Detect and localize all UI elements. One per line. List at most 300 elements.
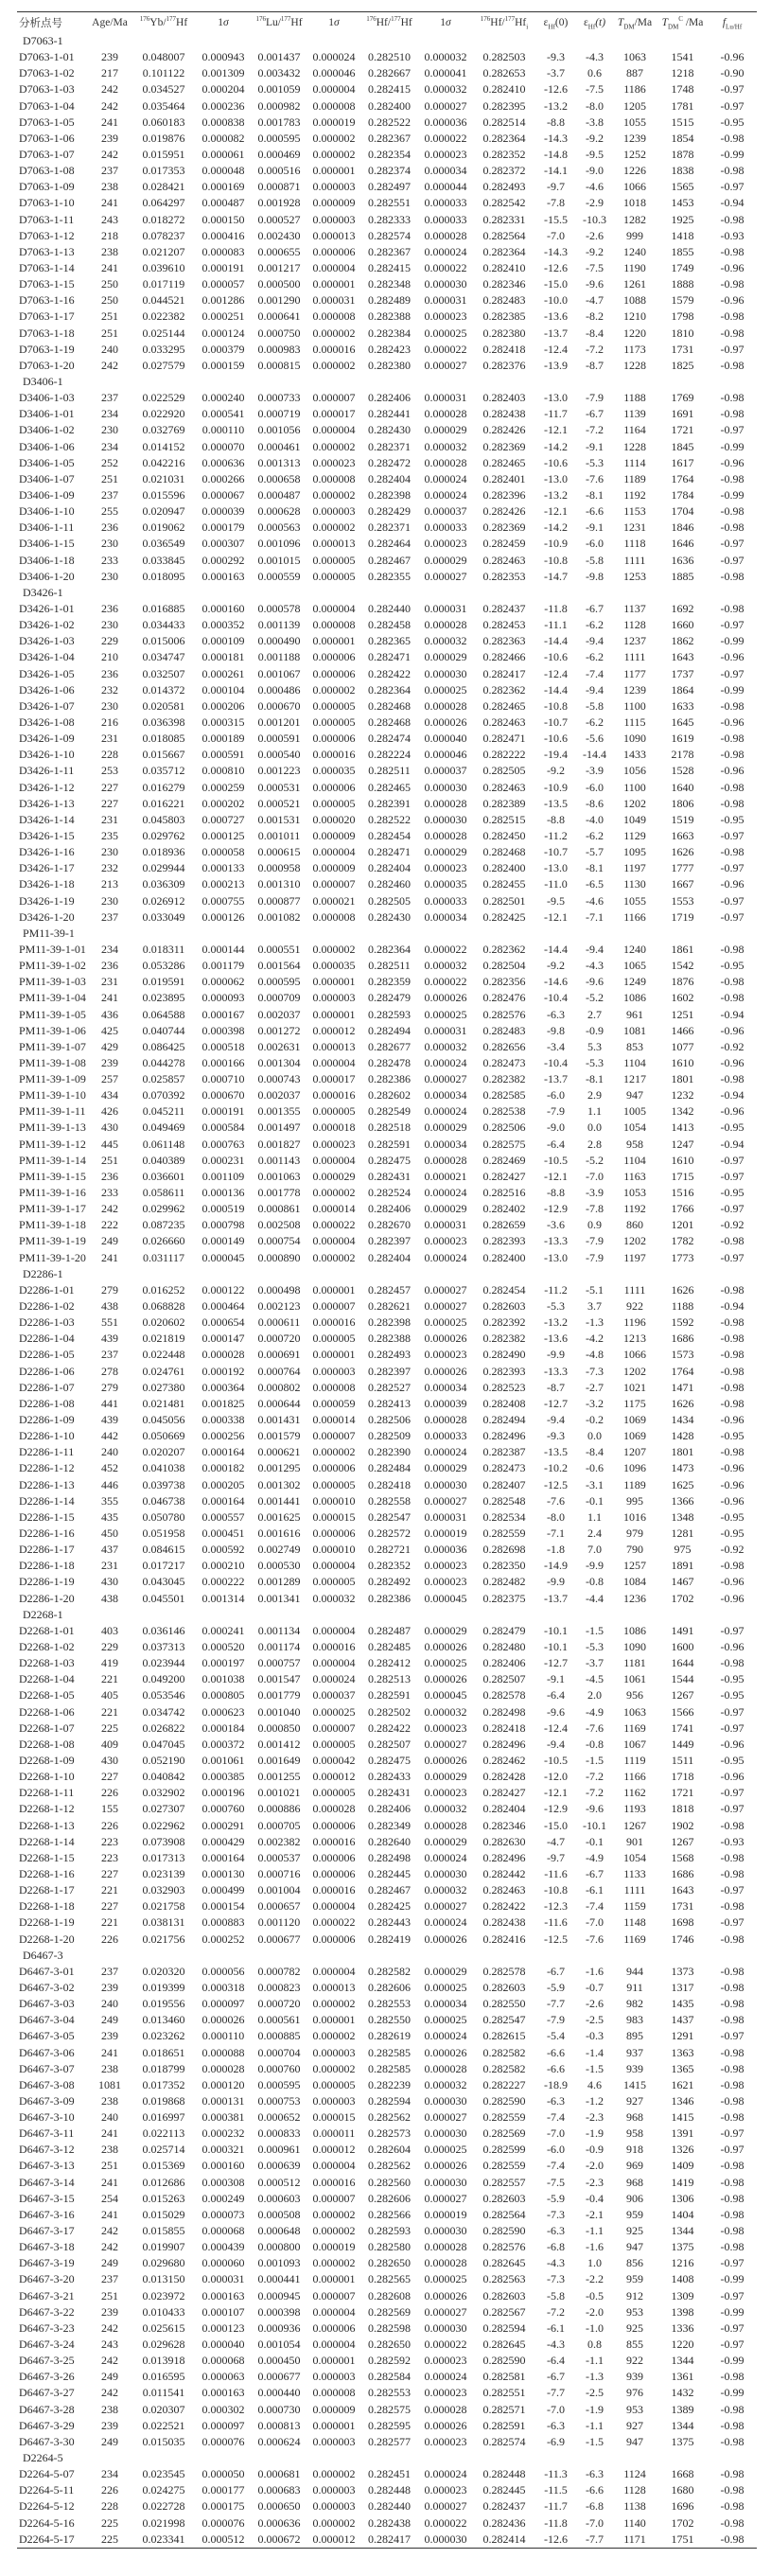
cell-age: 236	[101, 520, 118, 535]
table-row	[17, 487, 757, 503]
cell-yb-hf-1sigma: 0.000623	[202, 1704, 245, 1719]
cell-epsilon-hf-0: -12.3	[544, 1899, 568, 1914]
cell-yb-hf-1sigma: 0.000251	[202, 309, 245, 324]
cell-epsilon-hf-0: -7.6	[547, 1493, 565, 1508]
cell-sample-id: D3406-1-03	[19, 391, 75, 405]
cell-lu-hf-1sigma: 0.000008	[312, 309, 356, 324]
cell-lu-hf: 0.000461	[257, 439, 301, 453]
cell-hf-hf: 0.282472	[368, 455, 411, 469]
cell-yb-hf: 0.022920	[142, 407, 185, 421]
cell-f-lu-hf: -0.98	[720, 1380, 745, 1394]
cell-tdm-crustal: 1741	[671, 1720, 694, 1735]
cell-epsilon-hf-0: -11.6	[544, 1915, 568, 1930]
cell-epsilon-hf-t: -6.7	[586, 1866, 604, 1880]
cell-lu-hf: 0.001063	[257, 1169, 301, 1183]
cell-tdm-crustal: 1216	[671, 2256, 694, 2270]
cell-yb-hf-1sigma: 0.001109	[202, 1169, 245, 1183]
cell-sample-id: D3426-1-17	[19, 861, 75, 875]
cell-age: 241	[101, 2207, 118, 2221]
cell-age: 237	[101, 164, 118, 178]
cell-lu-hf-1sigma: 0.000014	[312, 1202, 356, 1216]
cell-hf-hf: 0.282550	[368, 2013, 411, 2027]
cell-lu-hf-1sigma: 0.000004	[312, 82, 356, 97]
cell-tdm: 1210	[623, 309, 646, 324]
cell-hf-hf-initial: 0.282406	[482, 1656, 526, 1670]
cell-lu-hf-1sigma: 0.000019	[312, 115, 356, 129]
cell-age: 232	[101, 861, 118, 875]
cell-lu-hf-1sigma: 0.000042	[312, 1753, 356, 1767]
cell-yb-hf-1sigma: 0.000487	[202, 196, 245, 210]
cell-tdm: 1220	[623, 326, 646, 340]
cell-epsilon-hf-0: -9.6	[547, 1704, 565, 1719]
cell-lu-hf-1sigma: 0.000005	[312, 715, 356, 729]
cell-epsilon-hf-t: -8.1	[586, 488, 604, 502]
sample-group-label: D3426-1	[23, 585, 63, 599]
cell-hf-hf-1sigma: 0.000041	[424, 66, 467, 80]
cell-yb-hf-1sigma: 0.000169	[202, 180, 245, 194]
cell-hf-hf: 0.282348	[368, 277, 411, 291]
cell-age: 252	[101, 455, 118, 469]
cell-lu-hf-1sigma: 0.000016	[312, 342, 356, 356]
cell-age: 226	[101, 1786, 118, 1800]
cell-hf-hf-initial: 0.282550	[482, 1997, 526, 2011]
table-row	[17, 633, 757, 649]
cell-f-lu-hf: -0.98	[720, 1850, 745, 1864]
cell-sample-id: D6467-3-16	[19, 2207, 75, 2221]
cell-hf-hf: 0.282478	[368, 1055, 411, 1069]
cell-hf-hf: 0.282458	[368, 618, 411, 632]
cell-lu-hf-1sigma: 0.000004	[312, 2304, 356, 2319]
cell-hf-hf-1sigma: 0.000028	[424, 698, 467, 713]
cell-hf-hf: 0.282404	[368, 861, 411, 875]
cell-lu-hf-1sigma: 0.000002	[312, 2256, 356, 2270]
cell-hf-hf-1sigma: 0.000027	[424, 1737, 467, 1751]
cell-tdm: 1190	[623, 261, 646, 275]
cell-hf-hf-initial: 0.282578	[482, 1964, 526, 1978]
cell-hf-hf-initial: 0.282462	[482, 1753, 526, 1767]
cell-yb-hf-1sigma: 0.000307	[202, 537, 245, 551]
table-row	[17, 1039, 757, 1055]
cell-tdm: 1133	[623, 1866, 646, 1880]
cell-tdm-crustal: 1891	[671, 1559, 694, 1573]
cell-lu-hf-1sigma: 0.000003	[312, 180, 356, 194]
cell-hf-hf-1sigma: 0.000027	[424, 1493, 467, 1508]
cell-lu-hf-1sigma: 0.000002	[312, 2207, 356, 2221]
cell-f-lu-hf: -0.99	[720, 2386, 745, 2400]
cell-epsilon-hf-0: -8.8	[547, 115, 565, 129]
cell-epsilon-hf-0: -4.3	[547, 2256, 565, 2270]
cell-tdm-crustal: 1626	[671, 1396, 694, 1410]
cell-f-lu-hf: -0.98	[720, 780, 745, 794]
cell-sample-id: PM11-39-1-08	[19, 1055, 86, 1069]
cell-f-lu-hf: -0.98	[720, 2093, 745, 2108]
cell-hf-hf-1sigma: 0.000024	[424, 1186, 467, 1200]
cell-yb-hf-1sigma: 0.000123	[202, 2320, 245, 2335]
cell-tdm-crustal: 1511	[671, 1753, 694, 1767]
cell-lu-hf: 0.002430	[257, 228, 301, 242]
cell-yb-hf: 0.013460	[142, 2013, 185, 2027]
cell-hf-hf-initial: 0.282490	[482, 1348, 526, 1362]
cell-lu-hf-1sigma: 0.000007	[312, 1720, 356, 1735]
cell-hf-hf: 0.282371	[368, 439, 411, 453]
cell-tdm-crustal: 1798	[671, 309, 694, 324]
cell-tdm: 947	[626, 1088, 643, 1103]
cell-lu-hf-1sigma: 0.000006	[312, 1818, 356, 1832]
cell-hf-hf-initial: 0.282559	[482, 1526, 526, 1540]
cell-lu-hf-1sigma: 0.000017	[312, 1072, 356, 1086]
table-row	[17, 1006, 757, 1022]
cell-hf-hf-initial: 0.282395	[482, 98, 526, 113]
cell-hf-hf-initial: 0.282356	[482, 975, 526, 989]
group-label-row	[17, 1266, 757, 1282]
cell-tdm: 1128	[623, 618, 646, 632]
cell-epsilon-hf-0: -12.1	[544, 909, 568, 924]
cell-yb-hf: 0.021031	[142, 471, 185, 485]
cell-lu-hf-1sigma: 0.000009	[312, 2402, 356, 2416]
cell-sample-id: D2268-1-13	[19, 1818, 75, 1832]
cell-age: 249	[101, 2013, 118, 2027]
cell-sample-id: D2268-1-16	[19, 1866, 75, 1880]
cell-f-lu-hf: -0.96	[720, 1575, 745, 1589]
cell-sample-id: D6467-3-15	[19, 2191, 75, 2205]
table-row	[17, 1331, 757, 1347]
cell-tdm-crustal: 1640	[671, 780, 694, 794]
cell-lu-hf: 0.000833	[257, 2126, 301, 2141]
cell-lu-hf-1sigma: 0.000004	[312, 1656, 356, 1670]
cell-f-lu-hf: -0.93	[720, 1834, 745, 1848]
cell-yb-hf: 0.016252	[142, 1282, 185, 1297]
cell-age: 225	[101, 2532, 118, 2546]
cell-yb-hf: 0.027307	[142, 1802, 185, 1816]
table-row	[17, 1623, 757, 1639]
cell-yb-hf: 0.015596	[142, 488, 185, 502]
cell-hf-hf-initial: 0.282698	[482, 1543, 526, 1557]
cell-epsilon-hf-0: -5.8	[547, 2288, 565, 2303]
cell-lu-hf-1sigma: 0.000014	[312, 1413, 356, 1427]
cell-lu-hf: 0.000591	[257, 732, 301, 746]
cell-sample-id: D2268-1-05	[19, 1688, 75, 1703]
cell-yb-hf: 0.051958	[142, 1526, 185, 1540]
cell-lu-hf: 0.000945	[257, 2288, 301, 2303]
cell-tdm: 1061	[623, 1672, 646, 1686]
cell-yb-hf: 0.025714	[142, 2143, 185, 2157]
cell-epsilon-hf-0: -3.4	[547, 1039, 565, 1053]
cell-lu-hf-1sigma: 0.000004	[312, 1153, 356, 1167]
cell-hf-hf-initial: 0.282578	[482, 1688, 526, 1703]
cell-age: 218	[101, 228, 118, 242]
cell-epsilon-hf-0: -7.4	[547, 2110, 565, 2125]
cell-lu-hf-1sigma: 0.000004	[312, 1964, 356, 1978]
cell-yb-hf: 0.019907	[142, 2240, 185, 2254]
cell-hf-hf-1sigma: 0.000030	[424, 666, 467, 680]
cell-hf-hf: 0.282604	[368, 2143, 411, 2157]
cell-yb-hf-1sigma: 0.000060	[202, 2256, 245, 2270]
cell-hf-hf: 0.282518	[368, 1120, 411, 1135]
cell-tdm: 1202	[623, 796, 646, 810]
cell-yb-hf-1sigma: 0.000236	[202, 98, 245, 113]
cell-hf-hf-1sigma: 0.000024	[424, 244, 467, 258]
cell-yb-hf-1sigma: 0.000149	[202, 1234, 245, 1248]
cell-hf-hf: 0.282594	[368, 2093, 411, 2108]
cell-hf-hf-1sigma: 0.000027	[424, 2110, 467, 2125]
cell-epsilon-hf-0: -12.1	[544, 1786, 568, 1800]
cell-tdm-crustal: 1777	[671, 861, 694, 875]
cell-age: 239	[101, 1055, 118, 1069]
cell-tdm-crustal: 1619	[671, 732, 694, 746]
cell-age: 227	[101, 796, 118, 810]
cell-tdm: 1005	[623, 1104, 646, 1119]
cell-tdm-crustal: 1660	[671, 618, 694, 632]
cell-lu-hf-1sigma: 0.000006	[312, 650, 356, 664]
cell-yb-hf: 0.041038	[142, 1461, 185, 1475]
cell-yb-hf: 0.042216	[142, 455, 185, 469]
table-row	[17, 2142, 757, 2158]
cell-yb-hf-1sigma: 0.000240	[202, 391, 245, 405]
cell-lu-hf: 0.000704	[257, 2045, 301, 2059]
cell-f-lu-hf: -0.97	[720, 1202, 745, 1216]
cell-tdm: 1053	[623, 1186, 646, 1200]
cell-epsilon-hf-0: -3.7	[547, 66, 565, 80]
cell-tdm-crustal: 1818	[671, 1802, 694, 1816]
cell-tdm: 1189	[623, 1477, 646, 1491]
cell-hf-hf-initial: 0.282498	[482, 1704, 526, 1719]
cell-epsilon-hf-0: -9.2	[547, 959, 565, 973]
cell-epsilon-hf-t: -7.8	[586, 1202, 604, 1216]
cell-f-lu-hf: -0.96	[720, 1104, 745, 1119]
cell-lu-hf: 0.000508	[257, 2207, 301, 2221]
cell-hf-hf-1sigma: 0.000022	[424, 342, 467, 356]
cell-tdm-crustal: 1573	[671, 1348, 694, 1362]
cell-tdm-crustal: 1731	[671, 1899, 694, 1914]
cell-lu-hf: 0.000709	[257, 991, 301, 1005]
cell-epsilon-hf-t: -1.5	[586, 2434, 604, 2448]
table-row	[17, 455, 757, 471]
cell-lu-hf-1sigma: 0.000013	[312, 1039, 356, 1053]
cell-yb-hf: 0.022962	[142, 1818, 185, 1832]
cell-hf-hf: 0.282507	[368, 1737, 411, 1751]
cell-yb-hf: 0.019591	[142, 975, 185, 989]
cell-yb-hf: 0.035712	[142, 764, 185, 778]
cell-lu-hf: 0.001096	[257, 537, 301, 551]
cell-yb-hf: 0.025615	[142, 2320, 185, 2335]
cell-epsilon-hf-t: -9.4	[586, 942, 604, 956]
cell-hf-hf-1sigma: 0.000030	[424, 2320, 467, 2335]
cell-hf-hf-1sigma: 0.000024	[424, 1915, 467, 1930]
cell-tdm-crustal: 1862	[671, 634, 694, 648]
cell-lu-hf: 0.001139	[257, 618, 301, 632]
cell-hf-hf: 0.282431	[368, 1169, 411, 1183]
cell-age: 230	[101, 537, 118, 551]
cell-hf-hf-1sigma: 0.000024	[424, 1445, 467, 1459]
cell-age: 230	[101, 423, 118, 437]
cell-hf-hf-initial: 0.282408	[482, 1396, 526, 1410]
cell-hf-hf-initial: 0.282630	[482, 1834, 526, 1848]
cell-yb-hf-1sigma: 0.000104	[202, 682, 245, 697]
cell-lu-hf: 0.000490	[257, 634, 301, 648]
cell-yb-hf: 0.032902	[142, 1786, 185, 1800]
cell-tdm: 1192	[623, 1202, 646, 1216]
cell-lu-hf: 0.000644	[257, 1396, 301, 1410]
cell-tdm-crustal: 1473	[671, 1461, 694, 1475]
cell-yb-hf: 0.027579	[142, 358, 185, 372]
table-row	[17, 2418, 757, 2434]
cell-yb-hf: 0.020307	[142, 2402, 185, 2416]
table-row	[17, 1737, 757, 1753]
cell-yb-hf-1sigma: 0.000125	[202, 828, 245, 842]
cell-epsilon-hf-t: -9.9	[586, 1559, 604, 1573]
cell-hf-hf-1sigma: 0.000029	[424, 1964, 467, 1978]
cell-sample-id: D3426-1-16	[19, 845, 75, 859]
cell-lu-hf: 0.000595	[257, 975, 301, 989]
cell-epsilon-hf-0: -10.4	[544, 1055, 568, 1069]
cell-yb-hf-1sigma: 0.000760	[202, 1802, 245, 1816]
cell-lu-hf-1sigma: 0.000006	[312, 1850, 356, 1864]
cell-tdm-crustal: 1373	[671, 1964, 694, 1978]
cell-age: 238	[101, 2093, 118, 2108]
cell-hf-hf-initial: 0.282363	[482, 634, 526, 648]
cell-age: 241	[101, 2175, 118, 2189]
cell-age: 239	[101, 2029, 118, 2043]
cell-age: 241	[101, 2126, 118, 2141]
cell-hf-hf: 0.282585	[368, 2045, 411, 2059]
cell-lu-hf-1sigma: 0.000003	[312, 991, 356, 1005]
cell-yb-hf-1sigma: 0.000076	[202, 2515, 245, 2530]
cell-age: 430	[101, 1575, 118, 1589]
cell-lu-hf-1sigma: 0.000016	[312, 2175, 356, 2189]
cell-lu-hf: 0.000652	[257, 2110, 301, 2125]
cell-lu-hf-1sigma: 0.000025	[312, 1704, 356, 1719]
cell-lu-hf: 0.002508	[257, 1218, 301, 1232]
cell-hf-hf-1sigma: 0.000034	[424, 1380, 467, 1394]
cell-age: 237	[101, 1348, 118, 1362]
cell-f-lu-hf: -0.97	[720, 893, 745, 908]
cell-sample-id: D2264-5-17	[19, 2532, 75, 2546]
cell-sample-id: D3406-1-18	[19, 553, 75, 567]
cell-lu-hf-1sigma: 0.000031	[312, 293, 356, 308]
cell-hf-hf-initial: 0.282389	[482, 796, 526, 810]
cell-hf-hf: 0.282591	[368, 1688, 411, 1703]
cell-tdm-crustal: 975	[674, 1543, 692, 1557]
cell-age: 216	[101, 715, 118, 729]
cell-f-lu-hf: -0.95	[720, 1186, 745, 1200]
cell-lu-hf: 0.000753	[257, 2093, 301, 2108]
cell-hf-hf: 0.282438	[368, 2515, 411, 2530]
cell-yb-hf: 0.020581	[142, 698, 185, 713]
cell-epsilon-hf-t: -7.9	[586, 391, 604, 405]
cell-yb-hf-1sigma: 0.000252	[202, 1932, 245, 1946]
cell-yb-hf: 0.032903	[142, 1883, 185, 1897]
cell-yb-hf-1sigma: 0.000810	[202, 764, 245, 778]
cell-tdm-crustal: 1721	[671, 1786, 694, 1800]
cell-lu-hf: 0.000540	[257, 748, 301, 762]
cell-sample-id: D3426-1-15	[19, 828, 75, 842]
cell-sample-id: PM11-39-1-11	[19, 1104, 86, 1119]
cell-yb-hf-1sigma: 0.000249	[202, 2191, 245, 2205]
cell-yb-hf: 0.022382	[142, 309, 185, 324]
table-row	[17, 228, 757, 244]
cell-tdm-crustal: 1764	[671, 471, 694, 485]
cell-sample-id: PM11-39-1-05	[19, 1007, 86, 1021]
cell-tdm: 1193	[623, 1802, 646, 1816]
cell-f-lu-hf: -0.98	[720, 309, 745, 324]
cell-age: 250	[101, 277, 118, 291]
cell-f-lu-hf: -0.98	[720, 1559, 745, 1573]
cell-tdm: 1189	[623, 471, 646, 485]
cell-epsilon-hf-0: -11.0	[544, 877, 568, 891]
cell-age: 233	[101, 1186, 118, 1200]
cell-lu-hf: 0.000730	[257, 2402, 301, 2416]
cell-lu-hf-1sigma: 0.000003	[312, 2093, 356, 2108]
cell-yb-hf: 0.043045	[142, 1575, 185, 1589]
cell-lu-hf-1sigma: 0.000006	[312, 1526, 356, 1540]
cell-tdm: 1196	[623, 1315, 646, 1330]
cell-epsilon-hf-0: -14.7	[544, 569, 568, 583]
cell-hf-hf: 0.282591	[368, 1137, 411, 1151]
table-row	[17, 1444, 757, 1460]
table-row	[17, 1023, 757, 1039]
cell-yb-hf: 0.045211	[142, 1104, 185, 1119]
cell-age: 425	[101, 1023, 118, 1037]
cell-hf-hf-1sigma: 0.000025	[424, 1656, 467, 1670]
cell-hf-hf-1sigma: 0.000026	[424, 1672, 467, 1686]
table-row	[17, 1428, 757, 1444]
cell-f-lu-hf: -0.96	[720, 1055, 745, 1069]
cell-age: 238	[101, 244, 118, 258]
cell-age: 240	[101, 2110, 118, 2125]
cell-hf-hf: 0.282239	[368, 2077, 411, 2091]
cell-age: 251	[101, 326, 118, 340]
table-row	[17, 2158, 757, 2174]
cell-f-lu-hf: -0.98	[720, 1964, 745, 1978]
cell-lu-hf-1sigma: 0.000001	[312, 2272, 356, 2286]
cell-tdm: 1021	[623, 1380, 646, 1394]
cell-hf-hf: 0.282565	[368, 2272, 411, 2286]
cell-f-lu-hf: -0.98	[720, 244, 745, 258]
cell-epsilon-hf-0: -7.1	[547, 1526, 565, 1540]
cell-age: 238	[101, 2143, 118, 2157]
cell-hf-hf: 0.282431	[368, 1786, 411, 1800]
cell-epsilon-hf-0: -10.5	[544, 1153, 568, 1167]
cell-f-lu-hf: -0.96	[720, 1461, 745, 1475]
cell-tdm: 1169	[623, 1720, 646, 1735]
cell-lu-hf: 0.000877	[257, 893, 301, 908]
cell-hf-hf-initial: 0.282576	[482, 1007, 526, 1021]
cell-sample-id: D3426-1-08	[19, 715, 75, 729]
cell-yb-hf: 0.016221	[142, 796, 185, 810]
cell-hf-hf-initial: 0.282523	[482, 1380, 526, 1394]
cell-hf-hf: 0.282505	[368, 893, 411, 908]
cell-lu-hf: 0.001341	[257, 1591, 301, 1605]
cell-sample-id: D6467-3-07	[19, 2061, 75, 2075]
cell-lu-hf: 0.000890	[257, 1250, 301, 1264]
cell-f-lu-hf: -0.99	[720, 2304, 745, 2319]
table-row	[17, 1980, 757, 1996]
cell-lu-hf: 0.000624	[257, 2434, 301, 2448]
cell-lu-hf: 0.000823	[257, 1980, 301, 1994]
cell-yb-hf-1sigma: 0.000654	[202, 1315, 245, 1330]
cell-lu-hf-1sigma: 0.000003	[312, 2045, 356, 2059]
header-text: Age/Ma	[92, 17, 128, 28]
cell-f-lu-hf: -0.95	[720, 1509, 745, 1524]
cell-epsilon-hf-0: -12.6	[544, 82, 568, 97]
cell-hf-hf: 0.282384	[368, 326, 411, 340]
cell-yb-hf: 0.027380	[142, 1380, 185, 1394]
cell-epsilon-hf-t: -4.0	[586, 812, 604, 826]
cell-lu-hf-1sigma: 0.000001	[312, 1282, 356, 1297]
cell-lu-hf: 0.001120	[257, 1915, 301, 1930]
cell-hf-hf: 0.282354	[368, 148, 411, 162]
cell-sample-id: D2268-1-14	[19, 1834, 75, 1848]
